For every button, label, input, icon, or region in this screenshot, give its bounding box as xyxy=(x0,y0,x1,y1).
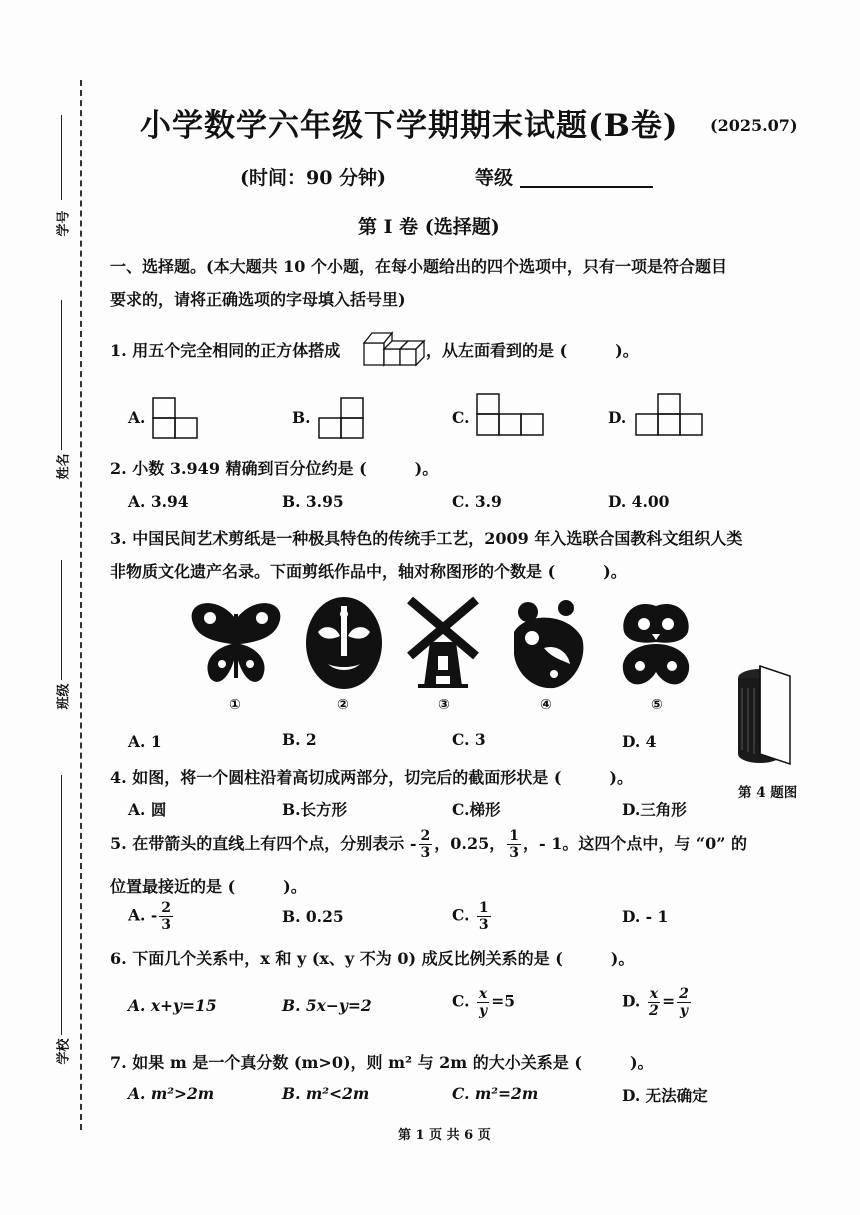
q1-option-d: D. xyxy=(608,408,627,427)
name-label: 姓名 xyxy=(56,453,72,480)
section-instruction-line1: 一、选择题。(本大题共 10 个小题，在每小题给出的四个选项中，只有一项是符合题目 xyxy=(110,257,727,276)
q5-stem-line2: 位置最接近的是 ( )。 xyxy=(110,877,307,896)
student-id-field-line xyxy=(61,115,62,200)
q3-option-c: C. 3 xyxy=(452,730,486,749)
exam-title: 小学数学六年级下学期期末试题(B卷) xyxy=(140,108,679,144)
q2-option-c: C. 3.9 xyxy=(452,492,502,511)
q7-stem: 7. 如果 m 是一个真分数 (m>0)，则 m² 与 2m 的大小关系是 ( )。 xyxy=(110,1053,654,1072)
class-label: 班级 xyxy=(56,683,72,710)
q7-option-c: C. m²=2m xyxy=(452,1084,539,1103)
q4-stem: 4. 如图，将一个圆柱沿着高切成两部分，切完后的截面形状是 ( )。 xyxy=(110,768,633,787)
grade-blank-line xyxy=(520,186,653,188)
q5-option-a: A. - $\frac{2}{3}$ xyxy=(128,900,172,933)
q6-option-b: B. 5x−y=2 xyxy=(282,996,372,1015)
q4-option-d: D.三角形 xyxy=(622,800,687,819)
q1-stem-a: 1. 用五个完全相同的正方体搭成 xyxy=(110,341,341,360)
q4-option-c: C.梯形 xyxy=(452,800,501,819)
page-footer: 第 1 页 共 6 页 xyxy=(398,1128,491,1143)
name-field-line xyxy=(61,300,62,450)
q4-figure-caption: 第 4 题图 xyxy=(738,785,798,801)
q1-option-c: C. xyxy=(452,408,470,427)
q6-stem: 6. 下面几个关系中，x 和 y (x、y 不为 0) 成反比例关系的是 ( )。 xyxy=(110,949,635,968)
q5-fraction-two-thirds: $\frac{2}{3}$ xyxy=(420,828,431,861)
exam-date: (2025.07) xyxy=(710,116,798,135)
q1-option-b: B. xyxy=(292,408,311,427)
q4-cylinder-figure xyxy=(734,664,800,772)
q2-option-d: D. 4.00 xyxy=(608,492,670,511)
q3-option-b: B. 2 xyxy=(282,730,317,749)
paper-cut-opera-mask xyxy=(304,596,384,690)
section-instruction-line2: 要求的，请将正确选项的字母填入括号里) xyxy=(110,290,406,309)
paper-cut-label-2: ② xyxy=(337,697,349,713)
q7-option-a: A. m²>2m xyxy=(128,1084,215,1103)
paper-cut-label-1: ① xyxy=(229,697,241,713)
q2-option-a: A. 3.94 xyxy=(128,492,189,511)
class-field-line xyxy=(61,560,62,680)
paper-cut-fish xyxy=(504,598,590,690)
q1-option-c-figure xyxy=(476,393,546,437)
q1-option-a: A. xyxy=(128,408,146,427)
q5-option-d: D. - 1 xyxy=(622,907,669,926)
q6-option-c: C. $\frac{x}{y}$ =5 xyxy=(452,986,516,1019)
time-info: (时间：90 分钟) xyxy=(240,167,387,189)
grade-label: 等级 xyxy=(475,167,514,189)
q6-option-a: A. x+y=15 xyxy=(128,996,217,1015)
q5-option-b: B. 0.25 xyxy=(282,907,344,926)
q2-option-b: B. 3.95 xyxy=(282,492,344,511)
q1-option-d-figure xyxy=(635,393,707,437)
q3-stem-line2: 非物质文化遗产名录。下面剪纸作品中，轴对称图形的个数是 ( )。 xyxy=(110,562,627,581)
q6-option-d: D. $\frac{x}{2}$ = $\frac{2}{y}$ xyxy=(622,986,689,1019)
q7-option-d: D. 无法确定 xyxy=(622,1086,708,1105)
q3-stem-line1: 3. 中国民间艺术剪纸是一种极具特色的传统手工艺，2009 年入选联合国教科文组织人类 xyxy=(110,529,743,548)
school-field-line xyxy=(61,775,62,1035)
school-label: 学校 xyxy=(56,1038,72,1065)
paper-cut-bird xyxy=(618,598,694,690)
paper-cut-windmill xyxy=(404,594,482,690)
q1-option-a-figure xyxy=(152,397,200,439)
q5-fraction-one-third: $\frac{1}{3}$ xyxy=(509,828,519,861)
q1-stem-b: ，从左面看到的是 ( )。 xyxy=(426,341,639,360)
q4-option-b: B.长方形 xyxy=(282,800,347,819)
q3-option-d: D. 4 xyxy=(622,732,657,751)
q1-option-b-figure xyxy=(318,397,366,439)
q5-option-c: C. $\frac{1}{3}$ xyxy=(452,900,489,933)
q1-cube-stack-figure xyxy=(362,327,426,369)
q4-option-a: A. 圆 xyxy=(128,800,167,819)
paper-cut-butterfly xyxy=(188,598,284,690)
q5-stem-line1: 5. 在带箭头的直线上有四个点，分别表示 - $\frac{2}{3}$ ，0.25， $\frac{1}{3}$ ，- 1。这四个点中，与 “0” 的 xyxy=(110,828,748,861)
q7-option-b: B. m²<2m xyxy=(282,1084,370,1103)
paper-cut-label-3: ③ xyxy=(438,697,450,713)
section-heading: 第 I 卷 (选择题) xyxy=(358,216,500,238)
q3-option-a: A. 1 xyxy=(128,732,162,751)
binding-dashed-line xyxy=(80,80,82,1130)
paper-cut-label-5: ⑤ xyxy=(651,697,663,713)
q2-stem: 2. 小数 3.949 精确到百分位约是 ( )。 xyxy=(110,459,439,478)
paper-cut-label-4: ④ xyxy=(540,697,552,713)
student-id-label: 学号 xyxy=(56,210,72,237)
